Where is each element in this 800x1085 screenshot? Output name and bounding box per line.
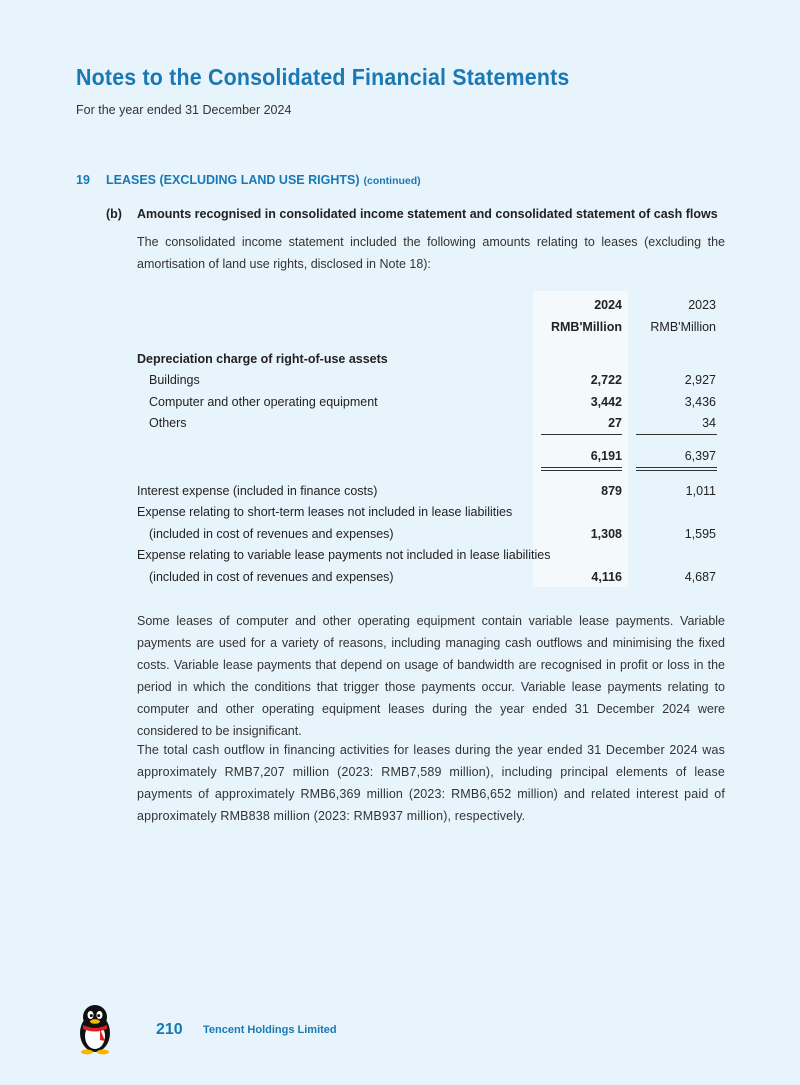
total-2023: 6,397 [684, 449, 716, 463]
value-2023: 2,927 [684, 373, 716, 387]
value-2023: 34 [702, 416, 716, 430]
variable-payments-paragraph: Some leases of computer and other operating equipment contain variable lease payments. Variable payments are used for a variety of reasons, including managing cash outflows and minimising the fixed costs. Variable lease payments that depend on usage of bandwidth are recognised in profit or loss in the period in which the conditions that trigger those payments occur. Variable lease payments relating to computer and other operating equipment leases during the year ended 31 December 2024 were considered to be insignificant. [137, 614, 725, 738]
value-2024: 3,442 [590, 395, 622, 409]
short-term-row-line1 [137, 505, 727, 525]
value-2023: 4,687 [684, 570, 716, 584]
table-row [137, 395, 727, 415]
table-header-unit-row [137, 320, 727, 340]
col-2023-unit: RMB'Million [650, 320, 716, 334]
page-title: Notes to the Consolidated Financial Statements [76, 64, 570, 90]
col-2023-year: 2023 [688, 298, 716, 312]
row-label: Expense relating to short-term leases not included in lease liabilities [137, 505, 513, 519]
value-2024: 2,722 [590, 373, 622, 387]
row-label: Expense relating to variable lease payments not included in lease liabilities [137, 548, 551, 562]
double-rule-2024 [541, 470, 622, 471]
page-subtitle: For the year ended 31 December 2024 [76, 103, 292, 117]
total-row [137, 449, 727, 469]
section-heading [76, 173, 421, 187]
subsection-letter: (b) [106, 207, 122, 221]
value-2024: 879 [601, 484, 622, 498]
subsection-heading [106, 207, 718, 221]
depreciation-heading: Depreciation charge of right-of-use assets [137, 352, 388, 366]
double-rule-2023 [636, 470, 717, 471]
value-2024: 4,116 [591, 570, 622, 584]
value-2024: 27 [608, 416, 622, 430]
subtotal-rule-2024 [541, 434, 622, 435]
section-number: 19 [76, 173, 90, 187]
value-2024: 1,308 [590, 527, 622, 541]
row-label: (included in cost of revenues and expenses) [149, 527, 394, 541]
table-header-year-row [137, 298, 727, 318]
table-row [137, 373, 727, 393]
subsection-title: Amounts recognised in consolidated income statement and consolidated statement of cash flows [137, 207, 718, 221]
page-number: 210 [156, 1021, 183, 1038]
subtotal-rule-2023 [636, 434, 717, 435]
row-label: Others [149, 416, 187, 430]
cash-outflow-paragraph: The total cash outflow in financing activities for leases during the year ended 31 December 2024 was approximately RMB7,207 million (2023: RMB7,589 million), including principal elements of lease payments of approximately RMB6,369 million (2023: RMB6,652 million) and related interest paid of approximately RMB838 million (2023: RMB937 million), respectively. [137, 743, 725, 823]
depreciation-heading-row [137, 352, 727, 372]
col-2024-unit: RMB'Million [550, 320, 622, 334]
row-label: Computer and other operating equipment [149, 395, 378, 409]
value-2023: 1,011 [685, 484, 716, 498]
row-label: (included in cost of revenues and expenses) [149, 570, 394, 584]
total-2024: 6,191 [590, 449, 622, 463]
penguin-mascot-icon [74, 1003, 116, 1055]
value-2023: 3,436 [684, 395, 716, 409]
col-2024-year: 2024 [594, 298, 622, 312]
double-rule-2024 [541, 467, 622, 468]
intro-paragraph: The consolidated income statement included the following amounts relating to leases (excluding the amortisation of land use rights, disclosed in Note 18): [137, 235, 725, 271]
company-name: Tencent Holdings Limited [203, 1024, 337, 1036]
row-label: Buildings [149, 373, 200, 387]
variable-row-line2 [137, 570, 727, 590]
table-row [137, 416, 727, 436]
short-term-row-line2 [137, 527, 727, 547]
section-title: LEASES (EXCLUDING LAND USE RIGHTS) [106, 173, 360, 187]
variable-row-line1 [137, 548, 727, 568]
row-label: Interest expense (included in finance costs) [137, 484, 378, 498]
double-rule-2023 [636, 467, 717, 468]
interest-row [137, 484, 727, 504]
section-continued: (continued) [363, 175, 421, 187]
value-2023: 1,595 [684, 527, 716, 541]
